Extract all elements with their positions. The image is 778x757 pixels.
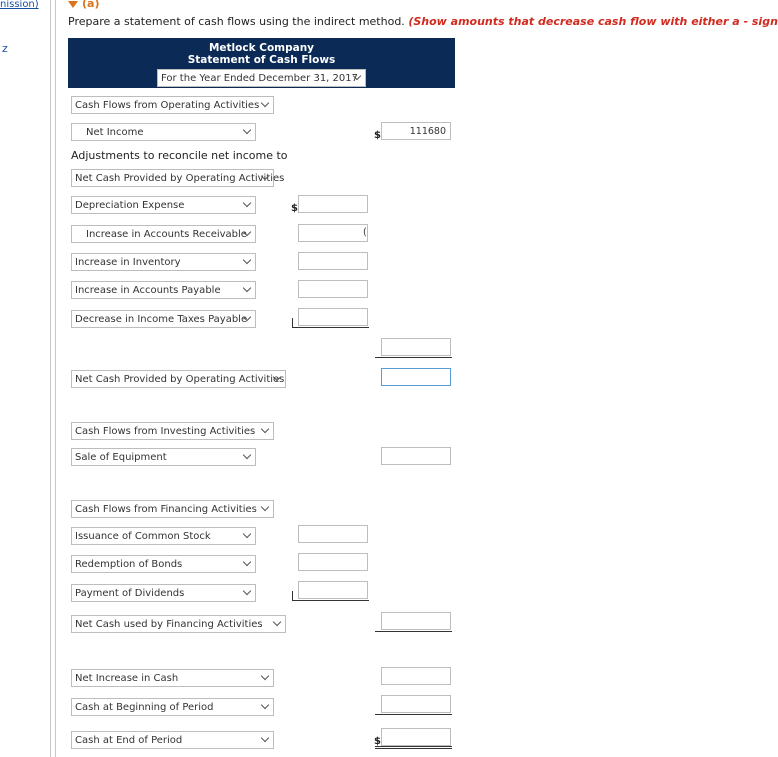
- subtotal-underline: [292, 327, 369, 328]
- select-value: Sale of Equipment: [75, 452, 167, 463]
- chevron-down-icon: [243, 126, 251, 134]
- payment-dividends-amount[interactable]: [298, 581, 368, 599]
- total-underline: [375, 357, 452, 358]
- taxes-amount[interactable]: [298, 308, 368, 326]
- redemption-bonds-select[interactable]: [71, 555, 256, 573]
- inventory-amount[interactable]: [298, 252, 368, 270]
- statement-title: Statement of Cash Flows: [187, 54, 336, 66]
- chevron-down-icon: [243, 284, 251, 292]
- depreciation-amount[interactable]: [298, 195, 368, 213]
- select-value: Cash Flows from Investing Activities: [75, 426, 256, 437]
- subtotal-underline: [292, 600, 369, 601]
- select-value: Payment of Dividends: [75, 588, 185, 599]
- investing-heading-select[interactable]: [71, 422, 274, 440]
- instructions-text: Prepare a statement of cash flows using the indirect method.: [68, 15, 405, 28]
- paren-mark: (: [363, 227, 367, 238]
- select-value: Net Cash Provided by Operating Activities: [75, 173, 285, 184]
- chevron-down-icon: [261, 99, 269, 107]
- net-operating-select[interactable]: [71, 370, 286, 388]
- underline-tick: [292, 591, 293, 600]
- adjustments-select[interactable]: [71, 169, 285, 187]
- select-value: Increase in Accounts Receivable: [86, 229, 247, 240]
- net-operating-amount[interactable]: [381, 368, 451, 386]
- dollar-sign: $: [291, 203, 298, 214]
- cash-begin-amount[interactable]: [381, 695, 451, 713]
- part-a-toggle[interactable]: [68, 0, 99, 10]
- submission-link[interactable]: nission): [0, 0, 39, 10]
- select-value: Redemption of Bonds: [75, 559, 183, 570]
- chevron-down-icon: [261, 503, 269, 511]
- chevron-down-icon: [273, 618, 281, 626]
- select-value: Cash Flows from Financing Activities: [75, 504, 257, 515]
- select-value: Cash Flows from Operating Activities: [75, 100, 260, 111]
- total-underline: [375, 631, 452, 632]
- sale-equipment-amount[interactable]: [381, 447, 451, 465]
- inventory-select[interactable]: [71, 253, 256, 271]
- instructions-hint: (Show amounts that decrease cash flow with either a - sign: [408, 15, 778, 28]
- select-value: Cash at Beginning of Period: [75, 702, 214, 713]
- ap-select[interactable]: [71, 281, 256, 299]
- issuance-stock-select[interactable]: [71, 527, 256, 545]
- chevron-down-icon: [243, 587, 251, 595]
- dollar-sign: $: [374, 736, 381, 747]
- cash-begin-select[interactable]: [71, 698, 274, 716]
- select-value: Depreciation Expense: [75, 200, 185, 211]
- adjustments-label: Adjustments to reconcile net income to: [71, 149, 288, 162]
- select-value: Increase in Accounts Payable: [75, 285, 221, 296]
- net-income-amount[interactable]: 111680: [381, 122, 451, 140]
- select-value: Net Increase in Cash: [75, 673, 179, 684]
- select-value: Issuance of Common Stock: [75, 531, 211, 542]
- sale-equipment-select[interactable]: [71, 448, 256, 466]
- chevron-down-icon: [243, 451, 251, 459]
- period-select-value: For the Year Ended December 31, 2017: [161, 73, 358, 84]
- cash-end-select[interactable]: [71, 731, 274, 749]
- double-underline: [375, 746, 452, 749]
- select-value: Net Cash used by Financing Activities: [75, 619, 263, 630]
- chevron-down-icon: [243, 530, 251, 538]
- chevron-down-icon: [243, 558, 251, 566]
- net-increase-amount[interactable]: [381, 667, 451, 685]
- underline-tick: [292, 318, 293, 327]
- select-value: Net Cash Provided by Operating Activities: [75, 374, 285, 385]
- dollar-sign: $: [374, 130, 381, 141]
- operating-heading-select[interactable]: [71, 96, 274, 114]
- period-select[interactable]: [157, 69, 366, 87]
- select-value: Increase in Inventory: [75, 257, 181, 268]
- triangle-down-icon: [68, 1, 78, 8]
- adjustments-total-amount[interactable]: [381, 338, 451, 356]
- financing-heading-select[interactable]: [71, 500, 274, 518]
- issuance-stock-amount[interactable]: [298, 525, 368, 543]
- ap-amount[interactable]: [298, 280, 368, 298]
- instructions: [68, 15, 778, 28]
- net-income-select[interactable]: [71, 123, 256, 141]
- chevron-down-icon: [261, 425, 269, 433]
- select-value: Decrease in Income Taxes Payable: [75, 314, 248, 325]
- net-financing-amount[interactable]: [381, 612, 451, 630]
- chevron-down-icon: [243, 256, 251, 264]
- payment-dividends-select[interactable]: [71, 584, 256, 602]
- chevron-down-icon: [261, 701, 269, 709]
- select-value: Cash at End of Period: [75, 735, 183, 746]
- redemption-bonds-amount[interactable]: [298, 553, 368, 571]
- ar-select[interactable]: [71, 225, 256, 243]
- depreciation-select[interactable]: [71, 196, 256, 214]
- chevron-down-icon: [261, 672, 269, 680]
- total-underline: [375, 714, 452, 715]
- edge-link-mark[interactable]: z: [2, 42, 8, 55]
- chevron-down-icon: [243, 199, 251, 207]
- divider-line: [55, 0, 56, 757]
- taxes-select[interactable]: [71, 310, 256, 328]
- ar-amount[interactable]: [298, 224, 368, 242]
- cash-end-amount[interactable]: [381, 728, 451, 746]
- part-label: (a): [82, 0, 100, 10]
- divider-line: [50, 0, 51, 757]
- net-financing-select[interactable]: [71, 615, 286, 633]
- chevron-down-icon: [261, 734, 269, 742]
- company-name: Metlock Company: [208, 42, 315, 54]
- select-value: Net Income: [86, 127, 144, 138]
- net-increase-select[interactable]: [71, 669, 274, 687]
